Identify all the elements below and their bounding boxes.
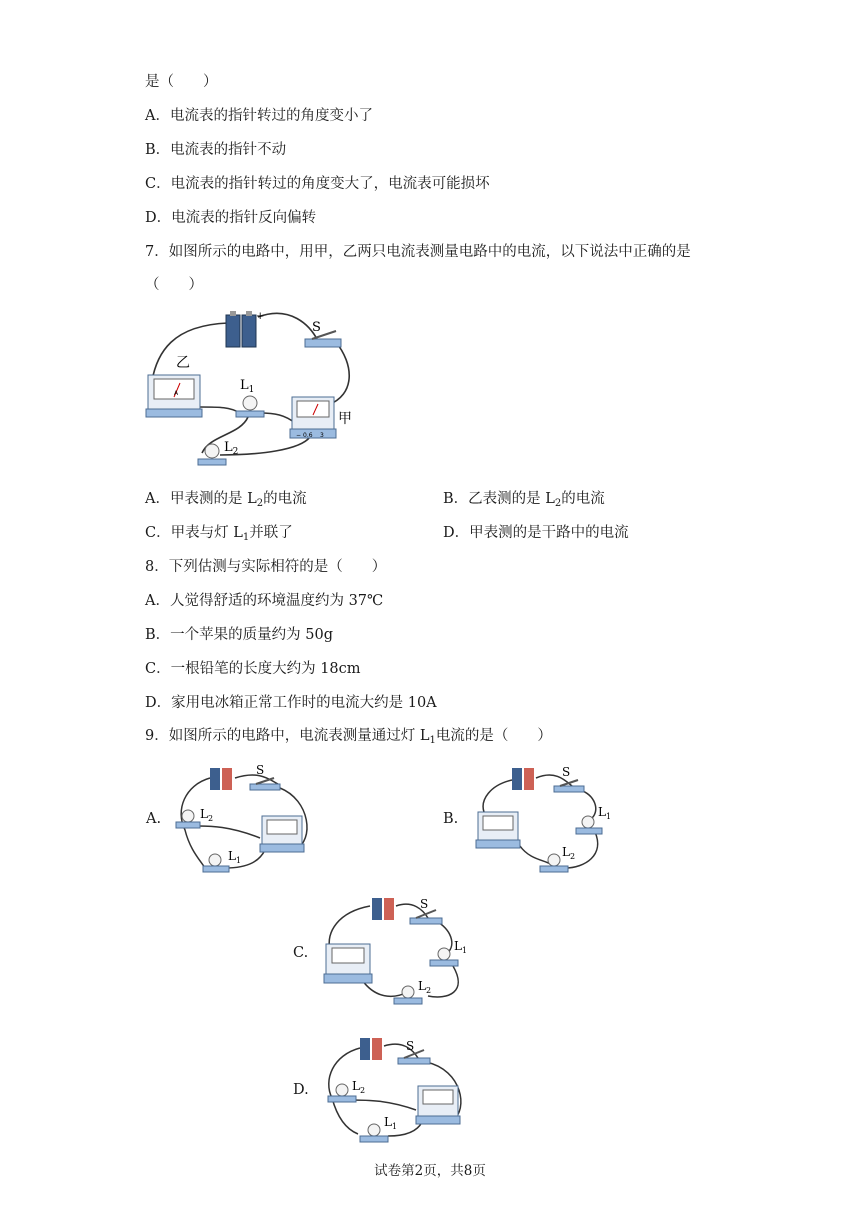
svg-text:L2: $L_2$ (562, 845, 576, 861)
q9-circuit-c (318, 892, 478, 1017)
q8-option-a: A．人觉得舒适的环境温度约为 37℃ (145, 593, 384, 609)
q9-circuit-d (318, 1030, 478, 1150)
q7-option-b: B．乙表测的是 $L_2$的电流 (443, 491, 605, 509)
switch-icon (305, 331, 341, 347)
q7-yi-label: 乙 (176, 355, 190, 371)
svg-text:L2: $L_2$ (352, 1079, 366, 1095)
svg-text:L2: $L_2$ (418, 979, 432, 995)
q6-option-b: B．电流表的指针不动 (145, 142, 287, 158)
q7-stem-cont: （ ） (145, 277, 203, 293)
q7-l1-label: $L_1$ (240, 378, 255, 395)
svg-text:S: S (256, 763, 265, 777)
lamp-l1-icon (236, 396, 264, 417)
q7-option-c: C．甲表与灯 $L_1$并联了 (145, 525, 293, 543)
svg-text:L1: $L_1$ (228, 849, 242, 865)
q8-option-c: C．一根铅笔的长度大约为 18cm (145, 661, 361, 677)
q8-option-b: B．一个苹果的质量约为 50g (145, 627, 333, 643)
q6-option-d: D．电流表的指针反向偏转 (145, 210, 317, 226)
q7-option-a: A．甲表测的是 $L_2$的电流 (145, 491, 307, 509)
svg-text:S: S (406, 1039, 415, 1053)
q9-label-b: B. (443, 811, 459, 827)
q8-option-d: D．家用电冰箱正常工作时的电流大约是 10A (145, 695, 437, 711)
q7-jia-minus: − (296, 432, 302, 439)
q9-label-c: C. (293, 945, 309, 961)
q7-jia-range-3: 3 (320, 432, 324, 439)
q9-stem: 9．如图所示的电路中，电流表测量通过灯 $L_1$电流的是（ ） (145, 728, 552, 746)
q9-label-a: A. (146, 811, 162, 827)
q7-option-d: D．甲表测的是干路中的电流 (443, 525, 629, 541)
svg-text:L1: $L_1$ (454, 939, 468, 955)
q6-stem-tail: 是（ ） (145, 74, 218, 90)
q6-option-c: C．电流表的指针转过的角度变大了，电流表可能损坏 (145, 176, 490, 192)
battery-icon (226, 311, 256, 347)
svg-text:L1: $L_1$ (598, 805, 612, 821)
q7-switch-label: S (312, 320, 321, 335)
q7-plus-label: + (256, 311, 265, 322)
q6-option-a: A．电流表的指针转过的角度变小了 (145, 108, 373, 124)
svg-text:L1: $L_1$ (384, 1115, 398, 1131)
q7-yi-needle: A (174, 390, 179, 397)
q9-circuit-b (470, 760, 620, 880)
svg-text:S: S (420, 897, 429, 911)
svg-text:L2: $L_2$ (200, 807, 214, 823)
q7-jia-range-06: 0.6 (303, 432, 313, 439)
q7-stem: 7．如图所示的电路中，用甲，乙两只电流表测量电路中的电流，以下说法中正确的是 (145, 244, 691, 260)
svg-text:S: S (562, 765, 571, 779)
q7-jia-label: 甲 (338, 411, 352, 427)
q8-stem: 8．下列估测与实际相符的是（ ） (145, 559, 387, 575)
q9-circuit-a (170, 760, 320, 880)
q7-circuit-figure (140, 305, 370, 475)
q9-label-d: D. (293, 1082, 309, 1098)
q7-l2-label: $L_2$ (224, 440, 239, 457)
page-footer: 试卷第2页，共8页 (374, 1163, 486, 1179)
